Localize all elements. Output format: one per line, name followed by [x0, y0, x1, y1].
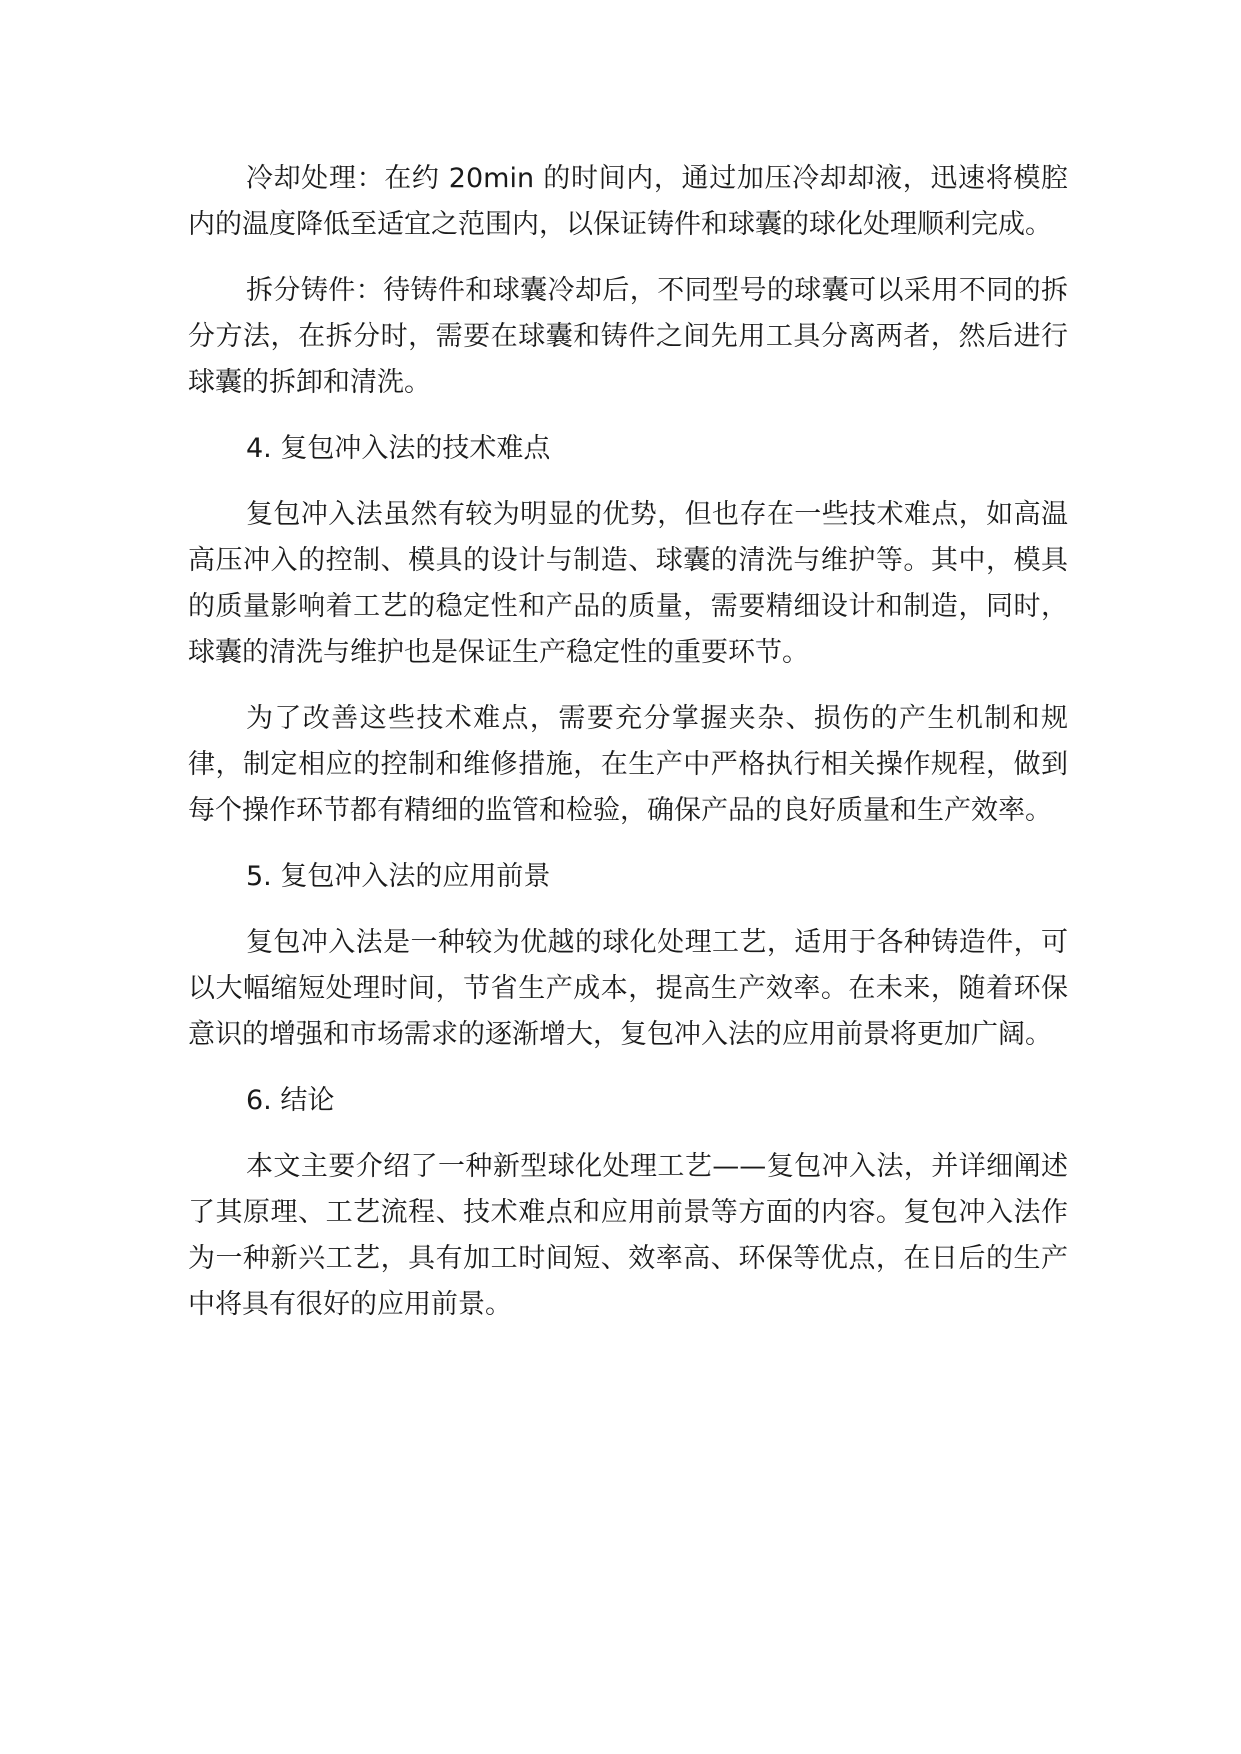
section-heading-4: 4. 复包冲入法的技术难点: [246, 433, 551, 464]
document-body: [188, 156, 1068, 1348]
section-heading-5: 5. 复包冲入法的应用前景: [246, 861, 551, 892]
paragraph-prospects: 复包冲入法是一种较为优越的球化处理工艺，适用于各种铸造件，可以大幅缩短处理时间，节省生产成本，提高生产效率。在未来，随着环保意识的增强和市场需求的逐渐增大，复包冲入法的应用前景将更加广阔。: [188, 927, 1068, 1050]
paragraph-improvement: 为了改善这些技术难点，需要充分掌握夹杂、损伤的产生机制和规律，制定相应的控制和维修措施，在生产中严格执行相关操作规程，做到每个操作环节都有精细的监管和检验，确保产品的良好质量和生产效率。: [188, 703, 1068, 826]
paragraph-conclusion: 本文主要介绍了一种新型球化处理工艺——复包冲入法，并详细阐述了其原理、工艺流程、技术难点和应用前景等方面的内容。复包冲入法作为一种新兴工艺，具有加工时间短、效率高、环保等优点，在日后的生产中将具有很好的应用前景。: [188, 1151, 1068, 1320]
paragraph-disassembly: 拆分铸件：待铸件和球囊冷却后，不同型号的球囊可以采用不同的拆分方法，在拆分时，需要在球囊和铸件之间先用工具分离两者，然后进行球囊的拆卸和清洗。: [188, 275, 1068, 398]
paragraph-difficulties: 复包冲入法虽然有较为明显的优势，但也存在一些技术难点，如高温高压冲入的控制、模具的设计与制造、球囊的清洗与维护等。其中，模具的质量影响着工艺的稳定性和产品的质量，需要精细设计和制造，同时，球囊的清洗与维护也是保证生产稳定性的重要环节。: [188, 499, 1068, 668]
paragraph-cooling: 冷却处理：在约 20min 的时间内，通过加压冷却却液，迅速将模腔内的温度降低至适宜之范围内，以保证铸件和球囊的球化处理顺利完成。: [188, 163, 1068, 240]
section-heading-6: 6. 结论: [246, 1085, 335, 1116]
